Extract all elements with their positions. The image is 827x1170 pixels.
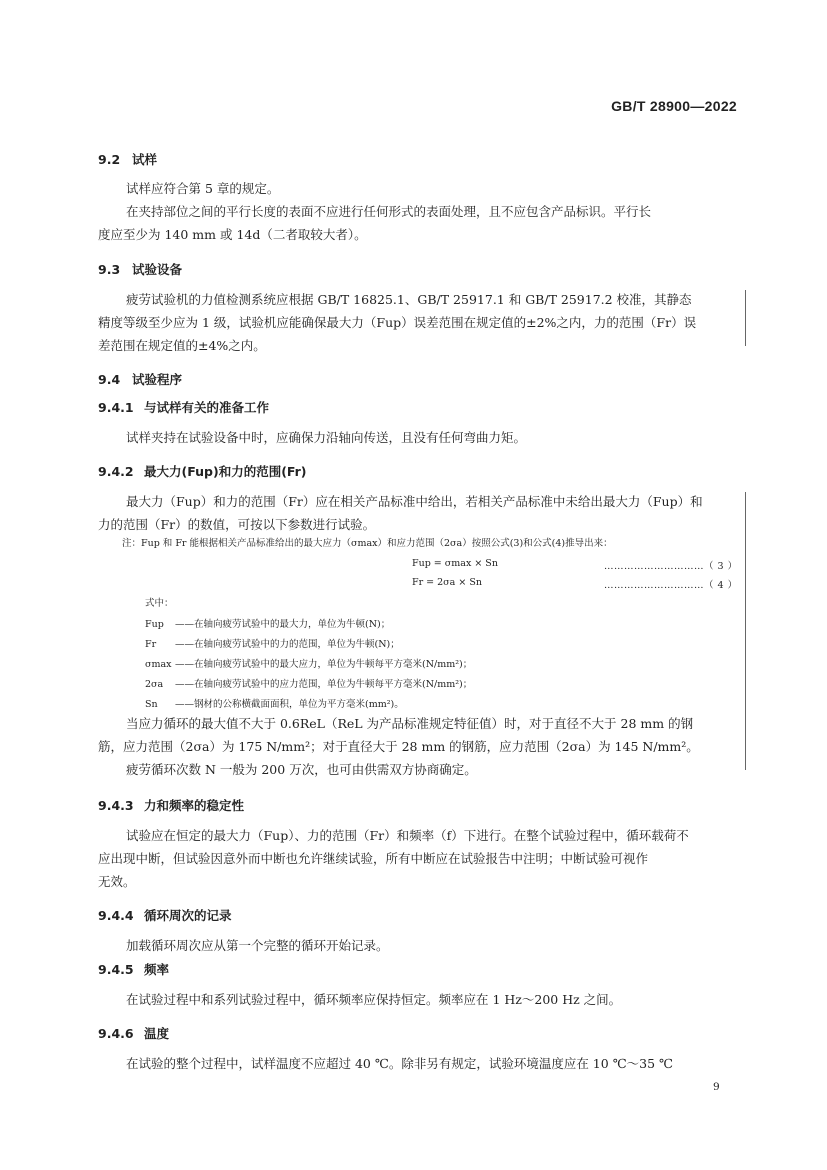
section-number: 9.4.4 xyxy=(98,908,134,923)
paragraph: 在夹持部位之间的平行长度的表面不应进行任何形式的表面处理，且不应包含产品标识。平行长 xyxy=(126,204,652,219)
section-title: 循环周次的记录 xyxy=(144,908,232,923)
section-number: 9.2 xyxy=(98,152,121,167)
legend-row: σmax ——在轴向疲劳试验中的最大应力，单位为牛顿每平方毫米(N/mm²)； xyxy=(145,659,473,670)
section-title: 试验设备 xyxy=(132,262,183,277)
section-9-3-heading xyxy=(98,260,182,278)
paragraph: 疲劳试验机的力值检测系统应根据 GB/T 16825.1、GB/T 25917.1 和 GB/T 25917.2 校准，其静态 xyxy=(126,292,692,307)
legend-row: Fr ——在轴向疲劳试验中的力的范围，单位为牛顿(N)； xyxy=(145,639,400,650)
page-number: 9 xyxy=(713,1081,720,1093)
section-9-4-4-heading xyxy=(98,906,232,924)
paragraph-line: 精度等级至少应为 1 级，试验机应能确保最大力（Fup）误差范围在规定值的±2%之内，力的范围（Fr）误 xyxy=(98,315,697,330)
section-number: 9.4.3 xyxy=(98,798,134,813)
paragraph: 疲劳循环次数 N 一般为 200 万次，也可由供需双方协商确定。 xyxy=(126,762,477,777)
section-title: 最大力(Fup)和力的范围(Fr) xyxy=(144,464,307,479)
note: 注：Fup 和 Fr 能根据相关产品标准给出的最大应力（σmax）和应力范围（2σa）按照公式(3)和公式(4)推导出来： xyxy=(122,538,613,549)
paragraph-line: 差范围在规定值的±4%之内。 xyxy=(98,338,266,353)
section-9-4-2-heading xyxy=(98,462,307,480)
paragraph: 在试验过程中和系列试验过程中，循环频率应保持恒定。频率应在 1 Hz～200 Hz 之间。 xyxy=(126,992,622,1007)
section-title: 试验程序 xyxy=(132,372,183,387)
section-title: 与试样有关的准备工作 xyxy=(144,400,270,415)
paragraph: 试样应符合第 5 章的规定。 xyxy=(126,181,280,196)
section-number: 9.4.2 xyxy=(98,464,134,479)
paragraph-continuation: 度应至少为 140 mm 或 14d（二者取较大者）。 xyxy=(98,227,367,242)
standard-number: GB/T 28900—2022 xyxy=(611,98,737,114)
section-number: 9.4 xyxy=(98,372,121,387)
legend-row: Fup ——在轴向疲劳试验中的最大力，单位为牛顿(N)； xyxy=(145,619,391,630)
paragraph: 在试验的整个过程中，试样温度不应超过 40 ℃。除非另有规定，试验环境温度应在 10 ℃～35 ℃ xyxy=(126,1056,674,1071)
section-title: 试样 xyxy=(132,152,158,167)
equation-3-number: …………………………（ 3 ） xyxy=(604,561,738,572)
paragraph: 当应力循环的最大值不大于 0.6ReL（ReL 为产品标准规定特征值）时，对于直径不大于 28 mm 的钢 xyxy=(126,716,694,731)
paragraph-line: 无效。 xyxy=(98,874,136,889)
paragraph-line: 应出现中断，但试验因意外而中断也允许继续试验，所有中断应在试验报告中注明；中断试验可视作 xyxy=(98,851,649,866)
where-label: 式中： xyxy=(145,598,174,609)
section-9-4-6-heading xyxy=(98,1024,169,1042)
equation-3: Fup = σmax × Sn xyxy=(412,558,498,569)
section-title: 频率 xyxy=(144,962,170,977)
paragraph-line: 力的范围（Fr）的数值，可按以下参数进行试验。 xyxy=(98,517,376,532)
legend-row: Sn ——钢材的公称横截面面积，单位为平方毫米(mm²)。 xyxy=(145,699,404,710)
equation-4: Fr = 2σa × Sn xyxy=(412,577,482,588)
legend-row: 2σa ——在轴向疲劳试验中的应力范围，单位为牛顿每平方毫米(N/mm²)； xyxy=(145,679,473,690)
paragraph: 最大力（Fup）和力的范围（Fr）应在相关产品标准中给出，若相关产品标准中未给出最大力（Fup）和 xyxy=(126,494,703,509)
section-9-4-1-heading xyxy=(98,398,269,416)
section-9-4-5-heading xyxy=(98,960,169,978)
section-number: 9.4.6 xyxy=(98,1026,134,1041)
section-9-4-3-heading xyxy=(98,796,244,814)
paragraph: 试样夹持在试验设备中时，应确保力沿轴向传送，且没有任何弯曲力矩。 xyxy=(126,430,527,445)
section-9-2-heading xyxy=(98,150,157,168)
paragraph-line: 筋，应力范围（2σa）为 175 N/mm²；对于直径大于 28 mm 的钢筋，应力范围（2σa）为 145 N/mm²。 xyxy=(98,739,699,754)
change-bar xyxy=(745,492,746,770)
equation-4-number: …………………………（ 4 ） xyxy=(604,580,738,591)
section-title: 力和频率的稳定性 xyxy=(144,798,245,813)
change-bar xyxy=(745,290,746,346)
section-number: 9.3 xyxy=(98,262,121,277)
paragraph: 加载循环周次应从第一个完整的循环开始记录。 xyxy=(126,938,389,953)
section-title: 温度 xyxy=(144,1026,170,1041)
paragraph: 试验应在恒定的最大力（Fup）、力的范围（Fr）和频率（f）下进行。在整个试验过程中，循环载荷不 xyxy=(126,828,689,843)
section-number: 9.4.1 xyxy=(98,400,134,415)
section-number: 9.4.5 xyxy=(98,962,134,977)
section-9-4-heading xyxy=(98,370,182,388)
